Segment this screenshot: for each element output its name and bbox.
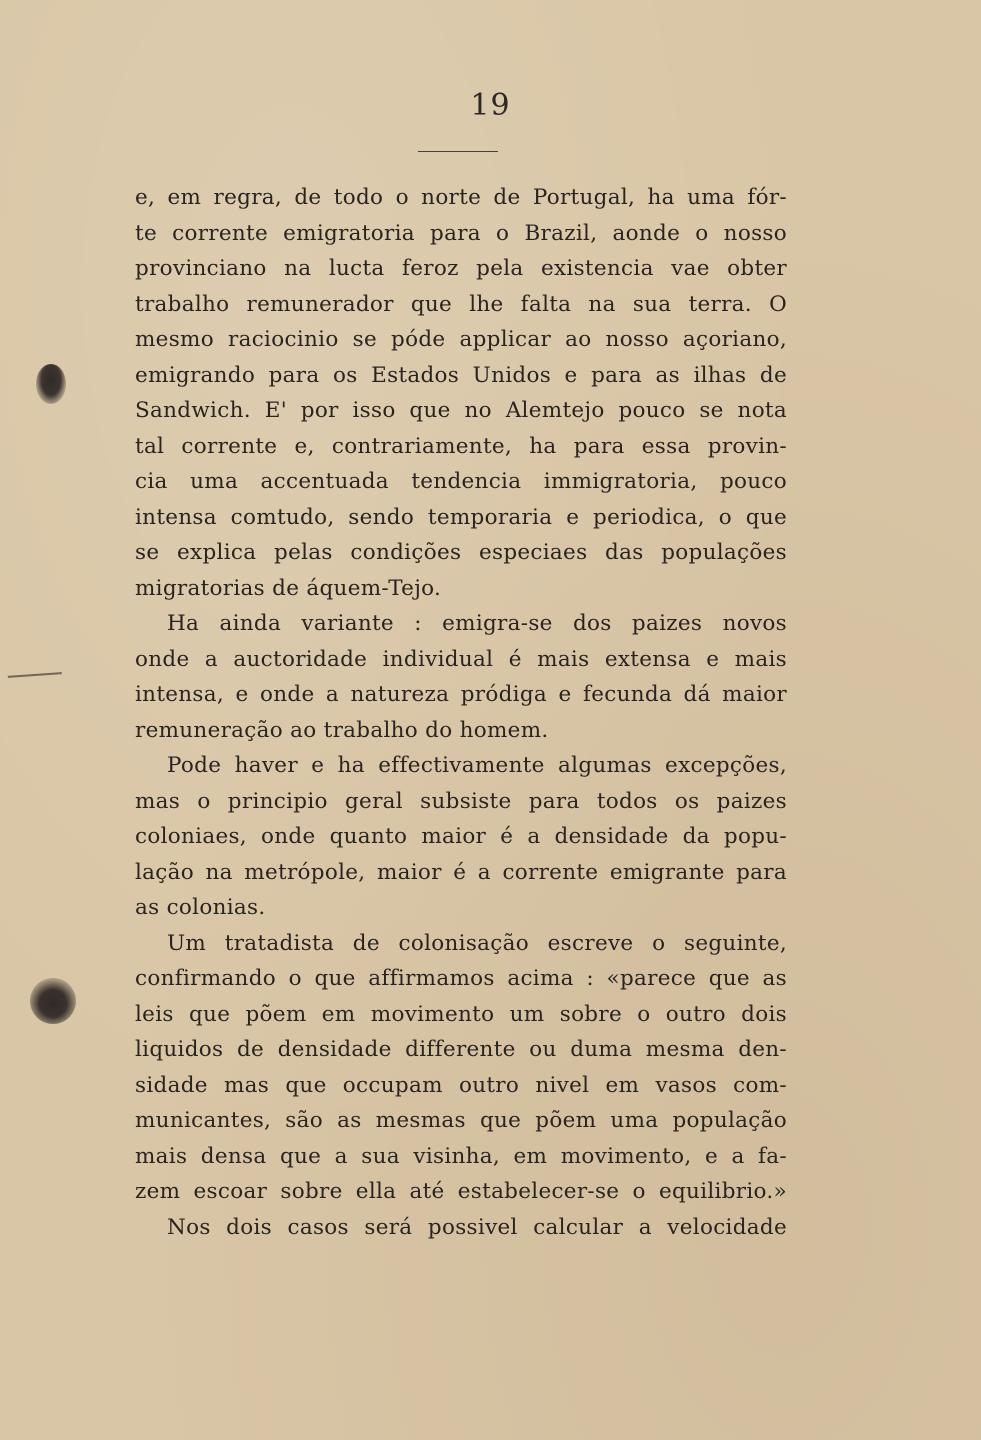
margin-ink-blot xyxy=(30,978,76,1024)
text-line: trabalho remunerador que lhe falta na sua terra. O xyxy=(135,291,787,317)
text-line: se explica pelas condições especiaes das populações xyxy=(135,540,787,565)
margin-pen-mark xyxy=(8,672,62,684)
text-line: zem escoar sobre ella até estabelecer-se o equilibrio.» xyxy=(135,1179,787,1204)
text-line: migratorias de áquem-Tejo. xyxy=(135,575,442,601)
text-line: provinciano na lucta feroz pela existencia vae obter xyxy=(135,256,787,281)
text-line: Sandwich. E' por isso que no Alemtejo pouco se nota xyxy=(135,398,787,423)
page-number: 19 xyxy=(470,88,511,123)
text-line: confirmando o que affirmamos acima : «parece que as xyxy=(135,966,787,991)
text-line: Nos dois casos será possivel calcular a velocidade xyxy=(167,1214,787,1240)
text-line: emigrando para os Estados Unidos e para as ilhas de xyxy=(135,362,787,388)
text-line: mesmo raciocinio se póde applicar ao nosso açoriano, xyxy=(135,327,787,352)
text-line: municantes, são as mesmas que põem uma população xyxy=(135,1108,787,1133)
text-line: mais densa que a sua visinha, em movimento, e a fa- xyxy=(135,1143,787,1169)
text-line: coloniaes, onde quanto maior é a densidade da popu- xyxy=(135,824,787,849)
text-line: intensa, e onde a natureza pródiga e fecunda dá maior xyxy=(135,682,787,707)
header-rule xyxy=(418,151,498,152)
text-line: sidade mas que occupam outro nivel em vasos com- xyxy=(135,1072,787,1098)
body-text xyxy=(135,180,787,1245)
text-line: te corrente emigratoria para o Brazil, aonde o nosso xyxy=(135,220,787,246)
text-line: leis que põem em movimento um sobre o outro dois xyxy=(135,1001,787,1027)
text-line: mas o principio geral subsiste para todos os paizes xyxy=(135,788,787,814)
text-line: liquidos de densidade differente ou duma mesma den- xyxy=(135,1037,787,1062)
text-line: cia uma accentuada tendencia immigratoria, pouco xyxy=(135,469,787,494)
text-line: Pode haver e ha effectivamente algumas excepções, xyxy=(167,753,787,778)
margin-ink-blot xyxy=(36,364,66,404)
text-line: remuneração ao trabalho do homem. xyxy=(135,717,549,743)
text-line: onde a auctoridade individual é mais extensa e mais xyxy=(135,646,787,672)
text-line: Um tratadista de colonisação escreve o seguinte, xyxy=(167,930,787,956)
text-line: intensa comtudo, sendo temporaria e periodica, o que xyxy=(135,504,787,530)
text-line: Ha ainda variante : emigra-se dos paizes novos xyxy=(167,611,787,636)
text-line: e, em regra, de todo o norte de Portugal, ha uma fór- xyxy=(135,185,787,210)
text-line: as colonias. xyxy=(135,895,266,920)
text-line: tal corrente e, contrariamente, ha para essa provin- xyxy=(135,433,787,459)
text-line: lação na metrópole, maior é a corrente emigrante para xyxy=(135,859,787,885)
